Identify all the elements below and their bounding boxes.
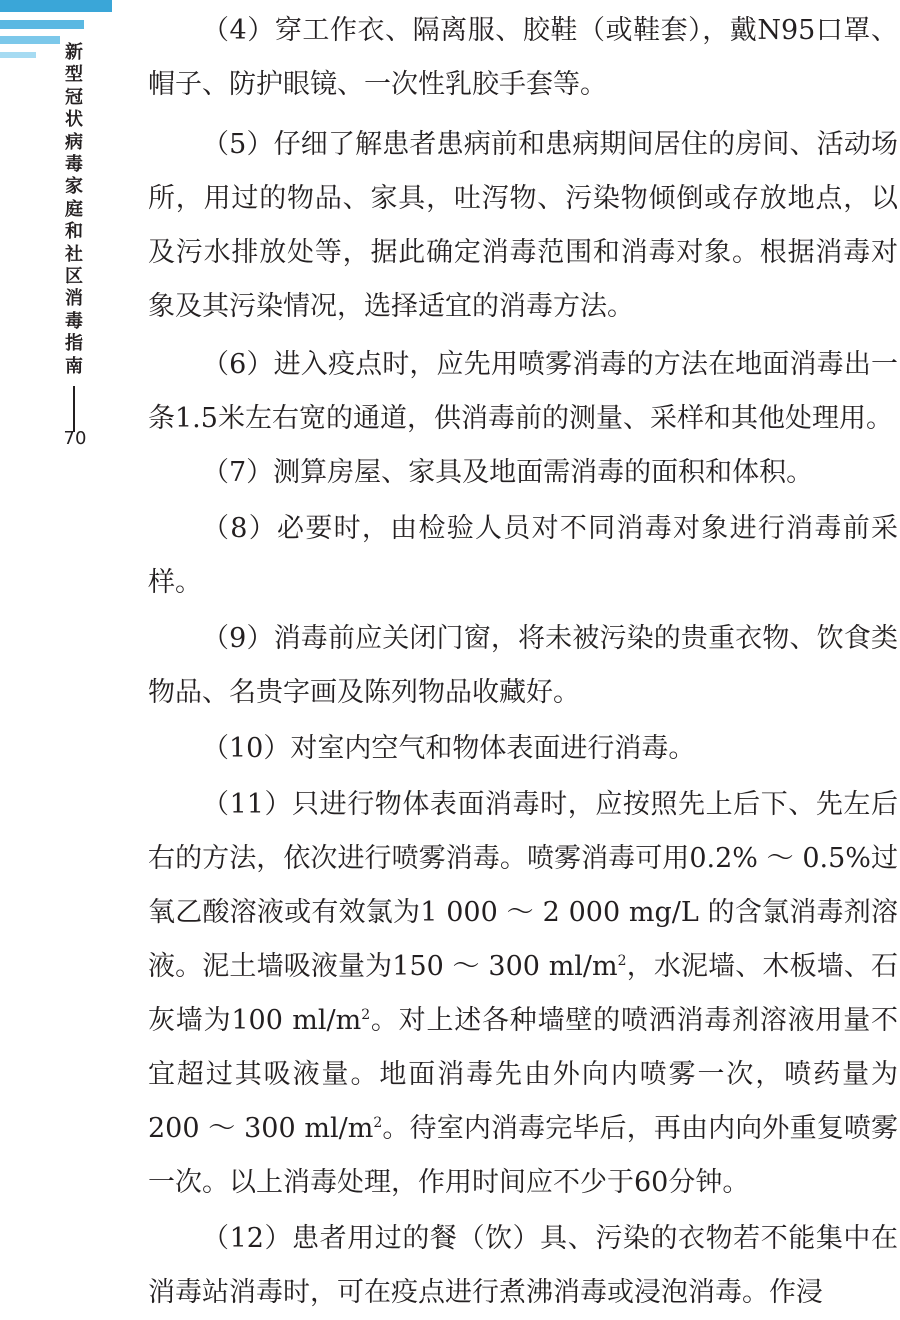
superscript-2: 2 <box>617 953 627 969</box>
paragraph-8: （8）必要时，由检验人员对不同消毒对象进行消毒前采样。 <box>148 513 898 598</box>
header-decoration-bar <box>0 20 84 29</box>
running-head <box>60 42 88 440</box>
paragraph-11-text: 。待室内消毒完毕后，再由内向外重复喷雾一次。以上消毒处理，作用时间应不少于60分钟。 <box>148 1113 899 1198</box>
paragraph-11-text: ，水泥墙、木板墙、石灰墙为100 ml/m <box>148 951 899 1036</box>
header-decoration-bar <box>0 52 36 58</box>
header-decoration-bar <box>0 0 112 12</box>
paragraph-6: （6）进入疫点时，应先用喷雾消毒的方法在地面消毒出一条1.5米左右宽的通道，供消毒前的测量、采样和其他处理用。 <box>148 349 898 434</box>
page-number: 70 <box>63 428 87 449</box>
paragraph-5: （5）仔细了解患者患病前和患病期间居住的房间、活动场所，用过的物品、家具，吐泻物、污染物倾倒或存放地点，以及污水排放处等，据此确定消毒范围和消毒对象。根据消毒对象及其污染情况，选择适宜的消毒方法。 <box>148 129 898 322</box>
header-decoration-bar <box>0 36 60 44</box>
paragraph-7: （7）测算房屋、家具及地面需消毒的面积和体积。 <box>202 457 814 488</box>
running-head-title: 新型冠状病毒家庭和社区消毒指南 <box>65 42 83 377</box>
superscript-2: 2 <box>361 1007 371 1023</box>
running-head-divider <box>73 386 75 432</box>
paragraph-11 <box>148 778 898 1210</box>
paragraph-4: （4）穿工作衣、隔离服、胶鞋（或鞋套），戴N95口罩、帽子、防护眼镜、一次性乳胶手套等。 <box>148 15 898 100</box>
page-body <box>148 0 898 1320</box>
paragraph-9: （9）消毒前应关闭门窗，将未被污染的贵重衣物、饮食类物品、名贵字画及陈列物品收藏好。 <box>148 623 898 708</box>
paragraph-10: （10）对室内空气和物体表面进行消毒。 <box>202 733 696 764</box>
superscript-2: 2 <box>373 1115 383 1131</box>
paragraph-11-text: （11）只进行物体表面消毒时，应按照先上后下、先左后右的方法，依次进行喷雾消毒。喷雾消毒可用0.2% ～ 0.5%过氧乙酸溶液或有效氯为1 000 ～ 2 000 mg/L 的含氯消毒剂溶液。泥土墙吸液量为150 ～ 300 ml/m <box>148 789 898 982</box>
paragraph-12: （12）患者用过的餐（饮）具、污染的衣物若不能集中在消毒站消毒时，可在疫点进行煮沸消毒或浸泡消毒。作浸 <box>148 1223 898 1308</box>
paragraph-11-text: 。对上述各种墙壁的喷洒消毒剂溶液用量不宜超过其吸液量。地面消毒先由外向内喷雾一次，喷药量为200 ～ 300 ml/m <box>148 1005 898 1144</box>
